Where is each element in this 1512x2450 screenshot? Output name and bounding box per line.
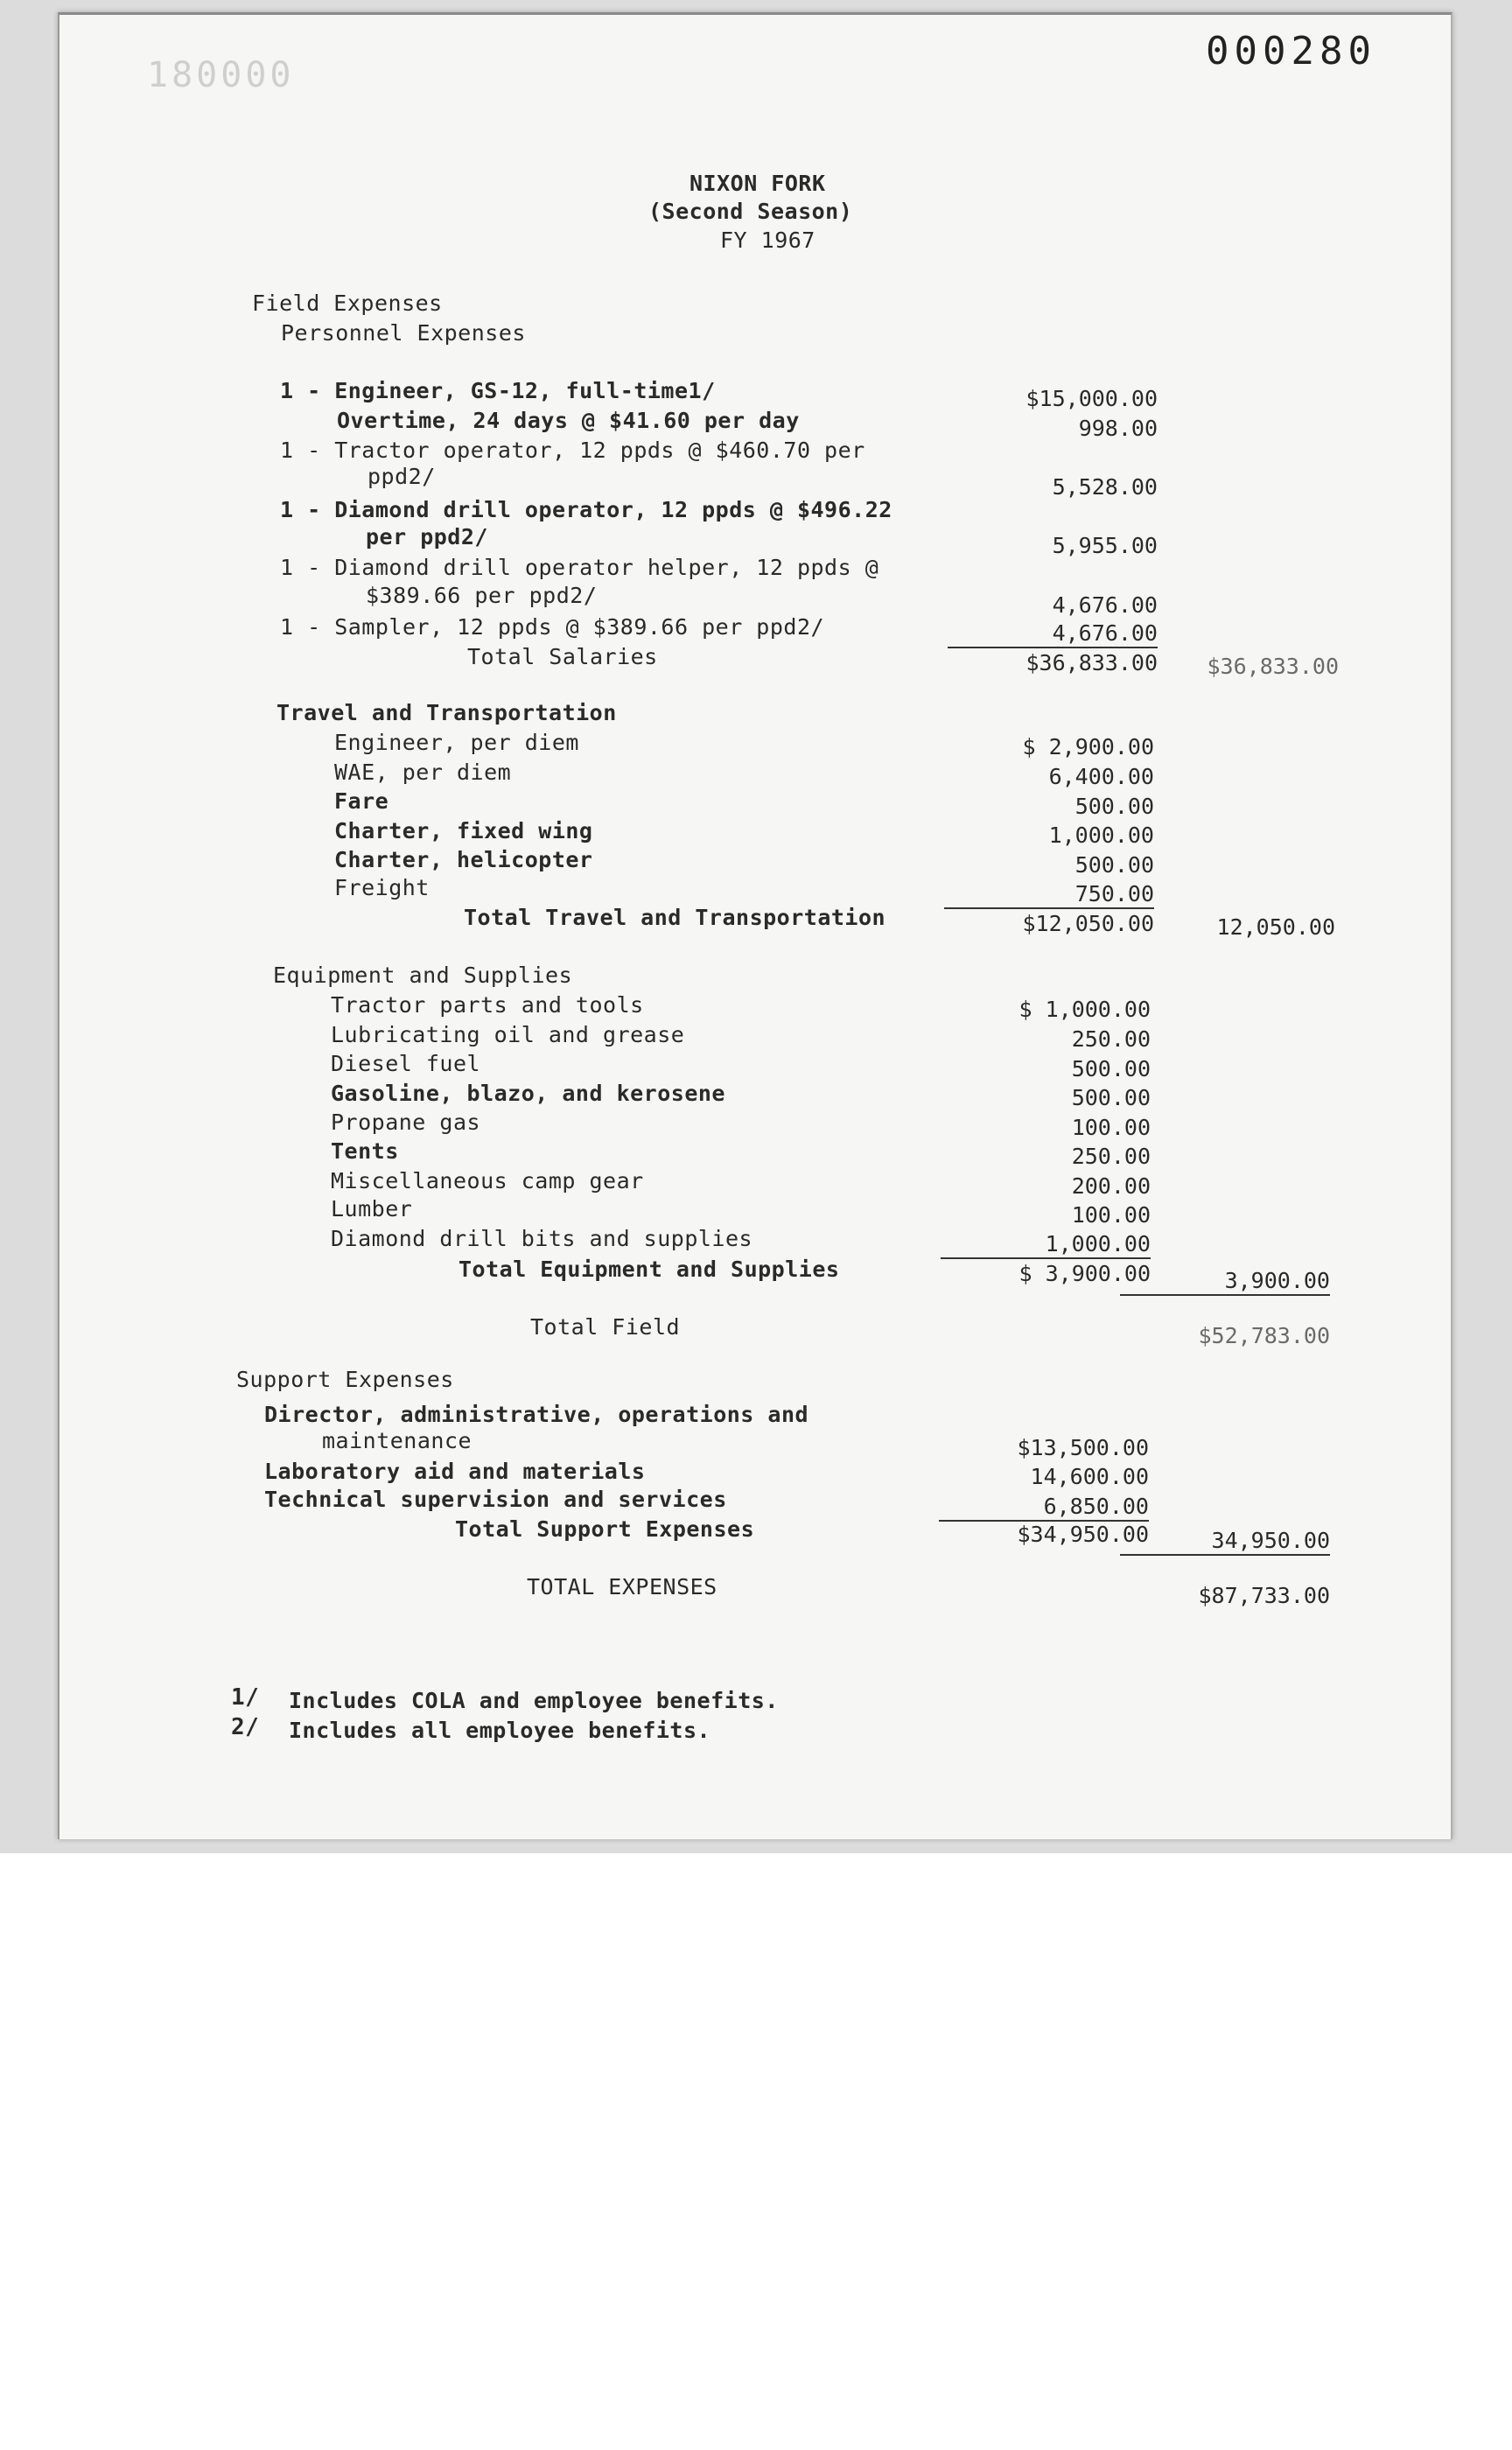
grand-total-label: TOTAL EXPENSES — [527, 1574, 718, 1600]
drill-operator-amount: 5,955.00 — [1052, 533, 1158, 558]
drill-helper-line-1: 1 - Diamond drill operator helper, 12 ppds @ — [280, 555, 879, 580]
travel-item-amount: 750.00 — [944, 881, 1154, 909]
travel-item-label: Freight — [334, 875, 430, 900]
engineer-line: 1 - Engineer, GS-12, full-time1/ — [280, 378, 716, 403]
equipment-item-amount: 1,000.00 — [941, 1231, 1151, 1259]
total-salaries-amount: $36,833.00 — [1026, 650, 1158, 676]
travel-heading: Travel and Transportation — [276, 700, 617, 725]
document-number: 000280 — [1206, 29, 1376, 74]
equipment-item-amount: 100.00 — [1071, 1115, 1151, 1140]
footnote-text: Includes all employee benefits. — [289, 1718, 711, 1743]
equipment-item-amount: 200.00 — [1071, 1173, 1151, 1199]
equipment-item-label: Gasoline, blazo, and kerosene — [331, 1081, 725, 1106]
total-equipment-right: 3,900.00 — [1120, 1268, 1330, 1296]
support-lab-amount: 14,600.00 — [1030, 1464, 1149, 1489]
sampler-line: 1 - Sampler, 12 ppds @ $389.66 per ppd2/ — [280, 614, 825, 640]
total-travel-amount: $12,050.00 — [1022, 911, 1154, 936]
travel-item-amount: 500.00 — [1074, 794, 1154, 819]
sampler-amount: 4,676.00 — [948, 620, 1158, 648]
tractor-line-2: ppd2/ — [368, 464, 436, 489]
equipment-item-amount: 500.00 — [1071, 1056, 1151, 1082]
footnote-mark: 1/ — [231, 1684, 260, 1711]
travel-item-label: Charter, fixed wing — [334, 818, 593, 844]
total-support-amount: $34,950.00 — [1017, 1522, 1149, 1547]
equipment-item-label: Lubricating oil and grease — [331, 1022, 685, 1047]
travel-item-amount: 6,400.00 — [1048, 764, 1154, 789]
equipment-item-amount: 250.00 — [1071, 1026, 1151, 1052]
personnel-heading: Personnel Expenses — [281, 320, 526, 346]
equipment-item-label: Tents — [331, 1138, 399, 1164]
equipment-item-label: Diesel fuel — [331, 1051, 481, 1076]
travel-item-amount: 1,000.00 — [1048, 822, 1154, 848]
support-tech-label: Technical supervision and services — [264, 1487, 727, 1512]
drill-operator-line-1: 1 - Diamond drill operator, 12 ppds @ $496.22 — [280, 497, 892, 522]
equipment-item-amount: 100.00 — [1071, 1202, 1151, 1228]
total-equipment-amount: $ 3,900.00 — [1018, 1261, 1151, 1286]
total-support-right: 34,950.00 — [1120, 1528, 1330, 1556]
total-field-label: Total Field — [530, 1314, 681, 1340]
total-salaries-right: $36,833.00 — [1207, 654, 1339, 679]
equipment-item-amount: 250.00 — [1071, 1144, 1151, 1169]
travel-item-label: WAE, per diem — [334, 760, 512, 785]
engineer-amount: $15,000.00 — [1026, 386, 1158, 411]
tractor-amount: 5,528.00 — [1052, 474, 1158, 500]
equipment-item-amount: 500.00 — [1071, 1085, 1151, 1110]
equipment-item-label: Diamond drill bits and supplies — [331, 1226, 753, 1251]
travel-item-amount: $ 2,900.00 — [1022, 734, 1154, 760]
field-expenses-heading: Field Expenses — [252, 290, 443, 316]
overtime-amount: 998.00 — [1078, 416, 1158, 441]
equipment-item-amount: $ 1,000.00 — [1018, 997, 1151, 1022]
footnote-mark: 2/ — [231, 1714, 260, 1740]
support-heading: Support Expenses — [236, 1367, 454, 1392]
title-line-2: (Second Season) — [648, 199, 853, 224]
travel-item-amount: 500.00 — [1074, 852, 1154, 878]
total-field-amount: $52,783.00 — [1198, 1323, 1330, 1348]
ghost-doc-number: 180000 — [147, 55, 295, 95]
total-travel-label: Total Travel and Transportation — [464, 905, 886, 930]
travel-item-label: Engineer, per diem — [334, 730, 579, 755]
equipment-item-label: Propane gas — [331, 1110, 481, 1135]
support-director-line-1: Director, administrative, operations and — [264, 1402, 809, 1427]
support-lab-label: Laboratory aid and materials — [264, 1459, 646, 1484]
document-sheet — [58, 12, 1452, 1839]
total-travel-right: 12,050.00 — [1216, 914, 1335, 940]
footnote-text: Includes COLA and employee benefits. — [289, 1688, 779, 1713]
drill-helper-amount: 4,676.00 — [1052, 592, 1158, 618]
tractor-line-1: 1 - Tractor operator, 12 ppds @ $460.70 per — [280, 438, 865, 463]
total-salaries-label: Total Salaries — [467, 644, 658, 669]
drill-operator-line-2: per ppd2/ — [366, 524, 488, 550]
grand-total-amount: $87,733.00 — [1198, 1583, 1330, 1608]
support-director-amount: $13,500.00 — [1017, 1435, 1149, 1460]
drill-helper-line-2: $389.66 per ppd2/ — [366, 583, 598, 608]
equipment-item-label: Tractor parts and tools — [331, 992, 644, 1018]
title-line-3: FY 1967 — [720, 228, 816, 253]
travel-item-label: Fare — [334, 788, 389, 814]
total-support-label: Total Support Expenses — [455, 1516, 755, 1542]
equipment-item-label: Miscellaneous camp gear — [331, 1168, 644, 1194]
overtime-line: Overtime, 24 days @ $41.60 per day — [337, 408, 800, 433]
travel-item-label: Charter, helicopter — [334, 847, 593, 872]
total-equipment-label: Total Equipment and Supplies — [458, 1256, 840, 1282]
equipment-item-label: Lumber — [331, 1196, 413, 1222]
support-tech-amount: 6,850.00 — [939, 1494, 1149, 1522]
title-line-1: NIXON FORK — [690, 171, 826, 196]
equipment-heading: Equipment and Supplies — [273, 962, 573, 988]
support-director-line-2: maintenance — [322, 1428, 472, 1453]
